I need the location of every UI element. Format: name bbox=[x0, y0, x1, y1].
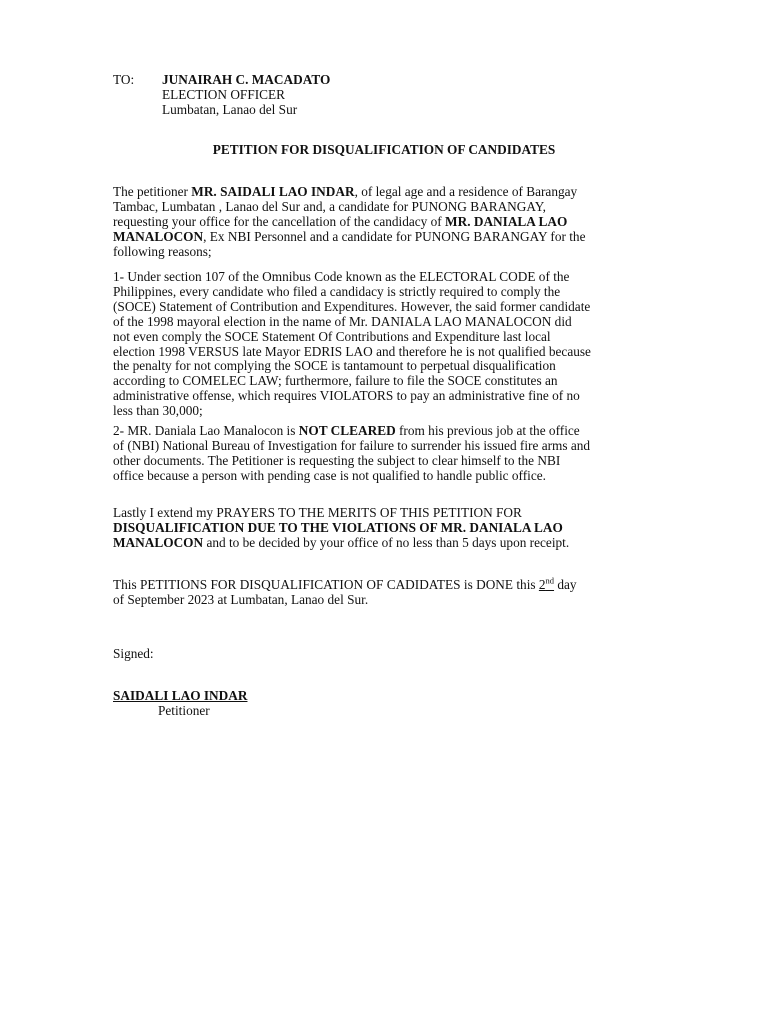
addressee-name: JUNAIRAH C. MACADATO bbox=[162, 72, 331, 87]
petitioner-name: MR. SAIDALI LAO INDAR bbox=[191, 184, 355, 199]
paragraph-line: Tambac, Lumbatan , Lanao del Sur and, a candidate for PUNONG BARANGAY, bbox=[113, 198, 546, 214]
paragraph-line: of (NBI) National Bureau of Investigation for failure to surrender his issued fire arms and bbox=[113, 437, 591, 453]
addressee-lines bbox=[162, 73, 582, 118]
document-title: PETITION FOR DISQUALIFICATION OF CANDIDATES bbox=[212, 142, 556, 157]
signatory-role: Petitioner bbox=[158, 703, 210, 718]
addressee-location: Lumbatan, Lanao del Sur bbox=[162, 101, 298, 117]
paragraph-line: 2- MR. Daniala Lao Manalocon is NOT CLEARED from his previous job at the office bbox=[113, 423, 580, 438]
paragraph-line: of September 2023 at Lumbatan, Lanao del Sur. bbox=[113, 591, 369, 607]
petitioner-paragraph bbox=[113, 185, 658, 260]
reason-2-paragraph bbox=[113, 424, 658, 484]
paragraph-line: MANALOCON, Ex NBI Personnel and a candidate for PUNONG BARANGAY for the bbox=[113, 228, 586, 244]
respondent-surname: MANALOCON bbox=[113, 534, 204, 550]
paragraph-line: of the 1998 mayoral election in the name of Mr. DANIALA LAO MANALOCON did bbox=[113, 313, 572, 329]
paragraph-line: The petitioner MR. SAIDALI LAO INDAR, of legal age and a residence of Barangay bbox=[113, 184, 578, 199]
respondent-surname: MANALOCON bbox=[113, 228, 204, 244]
paragraph-line: following reasons; bbox=[113, 243, 212, 259]
to-label: TO: bbox=[113, 72, 135, 87]
signatory-name: SAIDALI LAO INDAR bbox=[113, 688, 248, 703]
paragraph-line: other documents. The Petitioner is requesting the subject to clear himself to the NBI bbox=[113, 452, 561, 468]
respondent-name: MR. DANIALA LAO bbox=[445, 213, 568, 229]
paragraph-line: according to COMELEC LAW; furthermore, failure to file the SOCE constitutes an bbox=[113, 373, 558, 389]
signed-label: Signed: bbox=[113, 646, 154, 661]
paragraph-line: election 1998 VERSUS late Mayor EDRIS LAO and therefore he is not qualified because bbox=[113, 343, 591, 359]
paragraph-line: MANALOCON and to be decided by your office of no less than 5 days upon receipt. bbox=[113, 534, 570, 550]
done-day: 2nd bbox=[538, 575, 555, 592]
paragraph-line: office because a person with pending case is not qualified to handle public office. bbox=[113, 467, 546, 483]
addressee-position: ELECTION OFFICER bbox=[162, 86, 285, 102]
paragraph-line: This PETITIONS FOR DISQUALIFICATION OF CADIDATES is DONE this 2nd day bbox=[113, 575, 577, 592]
paragraph-line: (SOCE) Statement of Contribution and Expenditures. However, the said former candidate bbox=[113, 298, 591, 314]
paragraph-line: less than 30,000; bbox=[113, 403, 203, 419]
paragraph-line: 1- Under section 107 of the Omnibus Code known as the ELECTORAL CODE of the bbox=[113, 269, 570, 284]
not-cleared-emphasis: NOT CLEARED bbox=[298, 423, 396, 438]
paragraph-line: not even comply the SOCE Statement Of Contributions and Expenditure last local bbox=[113, 328, 551, 344]
paragraph-line: the penalty for not complying the SOCE is tantamount to perpetual disqualification bbox=[113, 358, 556, 374]
paragraph-line: administrative offense, which requires VIOLATORS to pay an administrative fine of no bbox=[113, 388, 580, 404]
paragraph-line: requesting your office for the cancellation of the candidacy of MR. DANIALA LAO bbox=[113, 213, 568, 229]
prayer-paragraph bbox=[113, 506, 658, 551]
paragraph-line: Lastly I extend my PRAYERS TO THE MERITS OF THIS PETITION FOR bbox=[113, 505, 522, 520]
paragraph-line: Philippines, every candidate who filed a candidacy is strictly required to comply the bbox=[113, 283, 561, 299]
reason-1-paragraph bbox=[113, 270, 658, 419]
paragraph-line: DISQUALIFICATION DUE TO THE VIOLATIONS OF MR. DANIALA LAO bbox=[113, 519, 563, 535]
done-paragraph bbox=[113, 575, 658, 608]
